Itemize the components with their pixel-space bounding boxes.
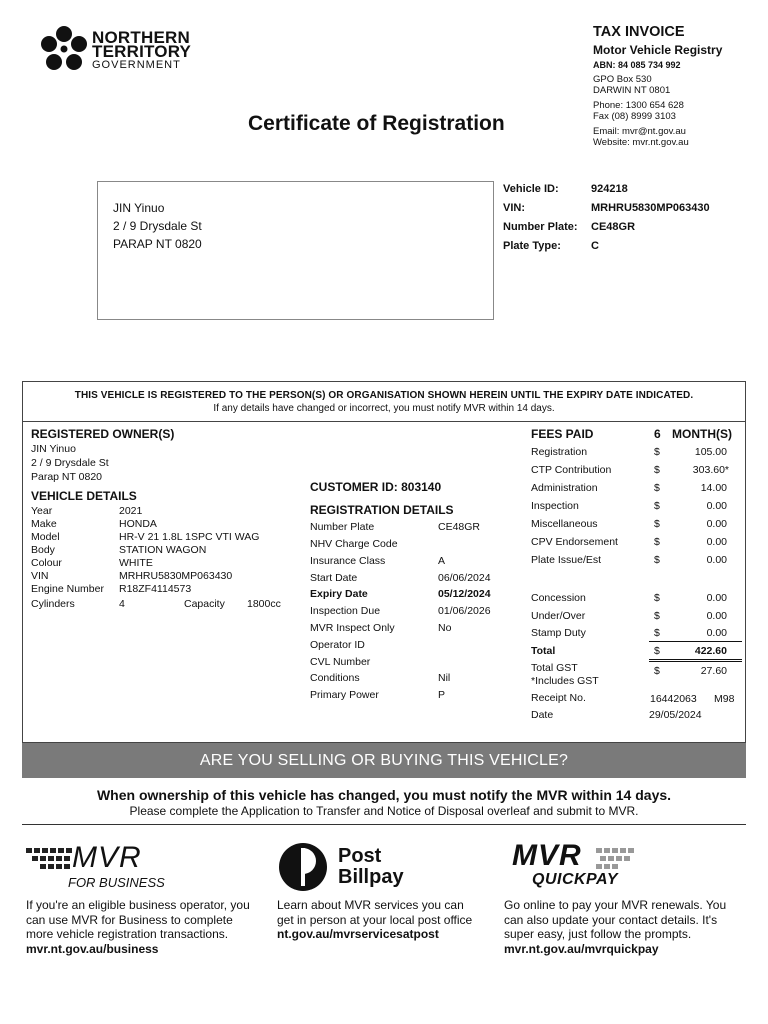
owner-name: JIN Yinuo xyxy=(31,443,76,455)
fee-label: Inspection xyxy=(531,500,579,512)
registration-panel xyxy=(22,381,746,743)
total-currency: $ xyxy=(654,645,660,657)
post-wordmark: Post xyxy=(338,845,382,867)
promo-quickpay-link[interactable]: mvr.nt.gov.au/mvrquickpay xyxy=(504,941,659,956)
mailing-suburb: PARAP NT 0820 xyxy=(113,237,202,251)
owners-heading: REGISTERED OWNER(S) xyxy=(31,427,175,441)
vd-label: Colour xyxy=(31,557,62,569)
promo-post-body: Learn about MVR services you can get in person at your local post office xyxy=(277,898,473,927)
fee-label: Stamp Duty xyxy=(531,627,586,639)
promo-business-link[interactable]: mvr.nt.gov.au/business xyxy=(26,941,159,956)
registration-details-heading: REGISTRATION DETAILS xyxy=(310,503,454,517)
promo-post-text xyxy=(277,898,482,942)
section-divider xyxy=(22,824,746,825)
rd-label: NHV Charge Code xyxy=(310,538,398,550)
rd-label: Primary Power xyxy=(310,689,379,701)
billpay-wordmark: Billpay xyxy=(338,866,404,888)
fees-months-label: MONTH(S) xyxy=(672,427,732,441)
total-amount: 422.60 xyxy=(694,645,727,657)
fee-currency: $ xyxy=(654,464,660,476)
fee-amount: 14.00 xyxy=(700,482,727,494)
gst-currency: $ xyxy=(654,665,660,677)
total-rule-top xyxy=(649,641,742,642)
mailing-name: JIN Yinuo xyxy=(113,201,165,215)
promo-business-text xyxy=(26,898,256,956)
vd-label: Model xyxy=(31,531,60,543)
total-rule-bottom-2 xyxy=(649,661,742,662)
fee-currency: $ xyxy=(654,500,660,512)
vd-value: 4 xyxy=(119,598,125,610)
gst-note: *Includes GST xyxy=(531,675,599,687)
rd-value: A xyxy=(438,555,446,567)
rd-value: Nil xyxy=(438,672,451,684)
rd-value: CE48GR xyxy=(438,521,481,533)
website-link[interactable]: Website: mvr.nt.gov.au xyxy=(593,137,689,148)
page-title: Certificate of Registration xyxy=(248,112,505,135)
promo-quickpay-body: Go online to pay your MVR renewals. You can also update your contact details. It's super easy, just follow the prompts. xyxy=(504,898,727,941)
fees-heading: FEES PAID xyxy=(531,427,594,441)
fee-label: CPV Endorsement xyxy=(531,536,618,548)
vehicle-summary xyxy=(503,180,743,256)
fee-currency: $ xyxy=(654,536,660,548)
summary-value: MRHRU5830MP063430 xyxy=(591,202,710,214)
fee-amount: 303.60* xyxy=(692,464,729,476)
vd-label: Body xyxy=(31,544,55,556)
fee-amount: 0.00 xyxy=(706,627,727,639)
rd-label: MVR Inspect Only xyxy=(310,622,395,634)
notice-divider xyxy=(23,421,745,422)
rd-label: Start Date xyxy=(310,572,358,584)
vd-label: Make xyxy=(31,518,57,530)
rd-label: Expiry Date xyxy=(310,588,368,600)
capacity-label: Capacity xyxy=(184,598,225,610)
receipt-label: Receipt No. xyxy=(531,692,586,704)
post-billpay-logo xyxy=(278,842,418,892)
po-box: GPO Box 530 xyxy=(593,74,652,85)
mvr-quickpay-logo xyxy=(512,840,642,892)
fee-currency: $ xyxy=(654,627,660,639)
abn: ABN: 84 085 734 992 xyxy=(593,60,681,70)
vehicle-details-heading: VEHICLE DETAILS xyxy=(31,489,137,503)
vd-value: R18ZF4114573 xyxy=(119,583,192,595)
date-value: 29/05/2024 xyxy=(649,709,702,721)
fee-label: CTP Contribution xyxy=(531,464,612,476)
promo-business-body: If you're an eligible business operator, you can use MVR for Business to complete more vehicle registration transactions. xyxy=(26,898,250,941)
fee-amount: 0.00 xyxy=(706,518,727,530)
logo-line2: TERRITORY xyxy=(92,42,192,61)
mvr-business-sub: FOR BUSINESS xyxy=(68,875,165,890)
fee-currency: $ xyxy=(654,592,660,604)
fee-label: Administration xyxy=(531,482,598,494)
transfer-notice-heading: When ownership of this vehicle has changed, you must notify the MVR within 14 days. xyxy=(96,787,672,803)
fee-label: Miscellaneous xyxy=(531,518,598,530)
vd-value: WHITE xyxy=(119,557,153,569)
fee-amount: 0.00 xyxy=(706,500,727,512)
total-rule-bottom xyxy=(649,659,742,660)
rd-label: Conditions xyxy=(310,672,360,684)
flower-emblem-icon xyxy=(38,24,90,76)
city: DARWIN NT 0801 xyxy=(593,85,671,96)
customer-id: CUSTOMER ID: 803140 xyxy=(310,480,442,494)
rd-value: 05/12/2024 xyxy=(438,588,491,600)
rd-label: Inspection Due xyxy=(310,605,381,617)
mvr-for-business-logo xyxy=(26,842,186,894)
total-label: Total xyxy=(531,645,556,657)
gst-label: Total GST xyxy=(531,662,578,674)
agency-name: Motor Vehicle Registry xyxy=(593,43,723,57)
fee-currency: $ xyxy=(654,554,660,566)
mailing-address-box xyxy=(97,181,494,320)
rd-label: Number Plate xyxy=(310,521,375,533)
vd-value: HR-V 21 1.8L 1SPC VTI WAG xyxy=(119,531,260,543)
vd-value: MRHRU5830MP063430 xyxy=(119,570,233,582)
fee-currency: $ xyxy=(654,518,660,530)
promo-quickpay-text xyxy=(504,898,744,956)
rd-value: 06/06/2024 xyxy=(438,572,491,584)
notice-line2: If any details have changed or incorrect, you must notify MVR within 14 days. xyxy=(213,403,555,414)
speed-lines-icon xyxy=(26,846,76,876)
fee-amount: 0.00 xyxy=(706,592,727,604)
vd-label: Cylinders xyxy=(31,598,75,610)
date-label: Date xyxy=(531,709,554,721)
summary-value: CE48GR xyxy=(591,221,636,233)
fee-currency: $ xyxy=(654,610,660,622)
rd-label: Insurance Class xyxy=(310,555,386,567)
fee-label: Plate Issue/Est xyxy=(531,554,602,566)
logo-line1: NORTHERN xyxy=(92,28,190,47)
fee-amount: 0.00 xyxy=(706,610,727,622)
fee-label: Under/Over xyxy=(531,610,586,622)
issuer-block xyxy=(593,24,722,148)
summary-value: C xyxy=(591,240,599,252)
receipt-number: 16442063 xyxy=(650,693,697,705)
fee-amount: 105.00 xyxy=(694,446,727,458)
email-link[interactable]: Email: mvr@nt.gov.au xyxy=(593,126,686,137)
summary-value: 924218 xyxy=(591,183,628,195)
phone: Phone: 1300 654 628 xyxy=(593,100,684,111)
rd-value: No xyxy=(438,622,452,634)
rd-label: Operator ID xyxy=(310,639,365,651)
vd-value: STATION WAGON xyxy=(119,544,207,556)
fee-currency: $ xyxy=(654,482,660,494)
transfer-notice-text: Please complete the Application to Transfer and Notice of Disposal overleaf and submit to MVR. xyxy=(129,804,639,818)
nt-government-logo xyxy=(38,24,192,76)
summary-label: VIN: xyxy=(503,202,525,214)
australia-post-icon xyxy=(278,842,328,892)
owner-suburb: Parap NT 0820 xyxy=(31,471,103,483)
speed-lines-icon xyxy=(596,846,640,874)
fax: Fax (08) 8999 3103 xyxy=(593,111,676,122)
mvr-quickpay-wordmark: MVR xyxy=(512,839,582,872)
capacity-value: 1800cc xyxy=(247,598,281,610)
promo-post-link[interactable]: nt.gov.au/mvrservicesatpost xyxy=(277,927,439,941)
mvr-business-wordmark: MVR xyxy=(72,841,142,874)
logo-line3: GOVERNMENT xyxy=(92,59,181,71)
vd-value: 2021 xyxy=(119,505,143,517)
vd-value: HONDA xyxy=(119,518,157,530)
summary-label: Plate Type: xyxy=(503,240,561,252)
fee-amount: 0.00 xyxy=(706,536,727,548)
summary-label: Number Plate: xyxy=(503,221,578,233)
mailing-street: 2 / 9 Drysdale St xyxy=(113,219,202,233)
receipt-suffix: M98 xyxy=(714,693,735,705)
fees-months: 6 xyxy=(654,427,661,441)
fee-label: Concession xyxy=(531,592,586,604)
tax-invoice-heading: TAX INVOICE xyxy=(593,24,685,40)
fee-amount: 0.00 xyxy=(706,554,727,566)
fee-label: Registration xyxy=(531,446,588,458)
mvr-quickpay-sub: QUICKPAY xyxy=(532,871,619,888)
vd-label: Engine Number xyxy=(31,583,104,595)
owner-street: 2 / 9 Drysdale St xyxy=(31,457,109,469)
fee-currency: $ xyxy=(654,446,660,458)
vd-label: VIN xyxy=(31,570,49,582)
gst-amount: 27.60 xyxy=(700,665,727,677)
summary-label: Vehicle ID: xyxy=(503,183,559,195)
rd-value: P xyxy=(438,689,446,701)
selling-buying-banner: ARE YOU SELLING OR BUYING THIS VEHICLE? xyxy=(22,743,746,778)
vd-label: Year xyxy=(31,505,53,517)
rd-label: CVL Number xyxy=(310,656,371,668)
notice-line1: THIS VEHICLE IS REGISTERED TO THE PERSON(S) OR ORGANISATION SHOWN HEREIN UNTIL THE EXPIRY DATE INDICATED. xyxy=(74,390,694,401)
rd-value: 01/06/2026 xyxy=(438,605,491,617)
